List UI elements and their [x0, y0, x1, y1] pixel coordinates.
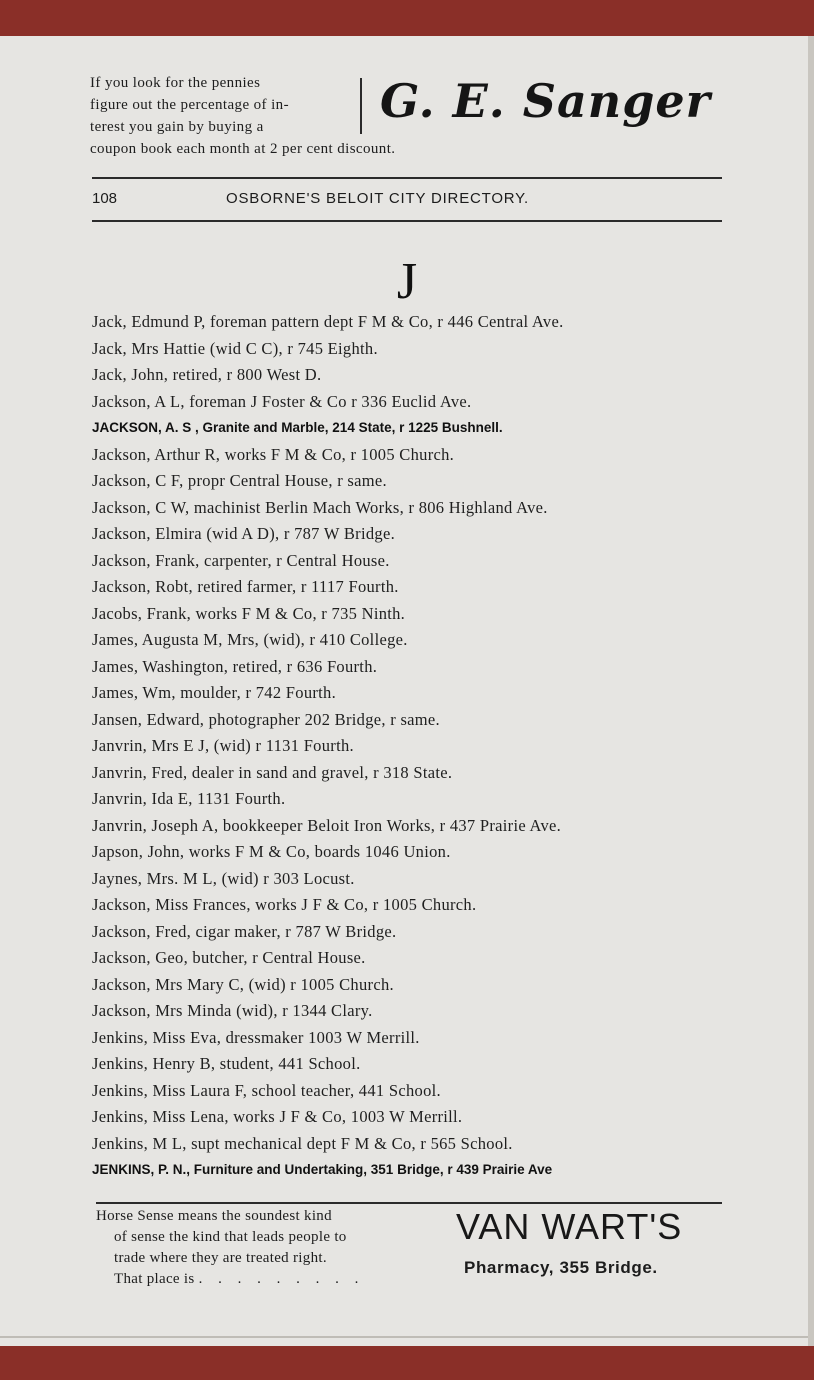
ad-divider — [360, 78, 362, 134]
page-number: 108 — [92, 190, 118, 207]
directory-entry: Jackson, Geo, butcher, r Central House. — [92, 948, 366, 967]
directory-entries — [92, 309, 752, 1184]
directory-entry: Jenkins, Miss Lena, works J F & Co, 1003 W Merrill. — [92, 1107, 463, 1126]
directory-entry: Jack, Edmund P, foreman pattern dept F M & Co, r 446 Central Ave. — [92, 312, 564, 331]
directory-entry: Jenkins, Miss Eva, dressmaker 1003 W Merrill. — [92, 1027, 420, 1047]
top-advertisement — [90, 72, 730, 192]
directory-entry: Jackson, Robt, retired farmer, r 1117 Fourth. — [92, 577, 399, 596]
directory-entry: Jansen, Edward, photographer 202 Bridge, r same. — [92, 709, 440, 729]
page-bottom-edge — [0, 1336, 814, 1338]
directory-entry: Jackson, Mrs Mary C, (wid) r 1005 Church. — [92, 974, 394, 994]
bottom-ad-copy — [96, 1206, 446, 1290]
directory-entry: Jaynes, Mrs. M L, (wid) r 303 Locust. — [92, 868, 355, 888]
bottom-ad-line: trade where they are treated right. — [114, 1250, 327, 1266]
directory-entry: Jenkins, Henry B, student, 441 School. — [92, 1054, 361, 1073]
header-rule-bottom — [92, 220, 722, 222]
bottom-ad-line: of sense the kind that leads people to — [114, 1229, 347, 1245]
directory-entry: Janvrin, Fred, dealer in sand and gravel, r 318 State. — [92, 762, 453, 782]
directory-entry: Janvrin, Ida E, 1131 Fourth. — [92, 789, 286, 808]
top-ad-line: coupon book each month at 2 per cent discount. — [90, 141, 396, 157]
top-ad-line: figure out the percentage of in- — [90, 97, 289, 113]
sanger-brand: G. E. Sanger — [380, 74, 711, 128]
directory-entry: Jackson, Mrs Minda (wid), r 1344 Clary. — [92, 1001, 373, 1020]
directory-entry: Jackson, Arthur R, works F M & Co, r 1005 Church. — [92, 444, 455, 464]
section-letter: J — [396, 253, 418, 310]
directory-entry: Jenkins, Miss Laura F, school teacher, 441 School. — [92, 1080, 441, 1100]
footer-rule — [96, 1202, 722, 1204]
directory-entry: Jack, Mrs Hattie (wid C C), r 745 Eighth. — [92, 338, 378, 358]
directory-entry: James, Augusta M, Mrs, (wid), r 410 College. — [92, 630, 408, 649]
directory-page — [0, 36, 814, 1346]
directory-entry: James, Wm, moulder, r 742 Fourth. — [92, 683, 337, 702]
directory-entry: Janvrin, Mrs E J, (wid) r 1131 Fourth. — [92, 736, 354, 755]
directory-entry: Janvrin, Joseph A, bookkeeper Beloit Iron Works, r 437 Prairie Ave. — [92, 815, 562, 835]
directory-entry: Jackson, Miss Frances, works J F & Co, r 1005 Church. — [92, 895, 477, 914]
directory-entry: Japson, John, works F M & Co, boards 1046 Union. — [92, 842, 451, 861]
page-title: OSBORNE'S BELOIT CITY DIRECTORY. — [226, 190, 529, 207]
directory-entry: James, Washington, retired, r 636 Fourth. — [92, 656, 378, 676]
top-ad-line: If you look for the pennies — [90, 75, 261, 91]
directory-entry: Jack, John, retired, r 800 West D. — [92, 365, 322, 384]
top-ad-copy — [90, 72, 396, 160]
van-warts-name: VAN WART'S — [456, 1206, 683, 1247]
bottom-advertisement — [96, 1206, 736, 1316]
bottom-ad-line: Horse Sense means the soundest kind — [96, 1208, 332, 1224]
directory-entry: Jacobs, Frank, works F M & Co, r 735 Ninth. — [92, 603, 406, 623]
bottom-ad-lead: That place is — [114, 1271, 195, 1287]
directory-entry: Jenkins, M L, supt mechanical dept F M & Co, r 565 School. — [92, 1133, 513, 1153]
running-head — [92, 186, 722, 216]
top-ad-line: terest you gain by buying a — [90, 119, 264, 135]
directory-entry: Jackson, Elmira (wid A D), r 787 W Bridge. — [92, 524, 395, 543]
directory-entry: Jackson, A L, foreman J Foster & Co r 336 Euclid Ave. — [92, 391, 472, 411]
van-warts-address: Pharmacy, 355 Bridge. — [464, 1258, 658, 1277]
leader-dots: . . . . . . . . . — [198, 1271, 365, 1287]
header-rule-top — [92, 177, 722, 179]
directory-entry-business: JACKSON, A. S , Granite and Marble, 214 State, r 1225 Bushnell. — [92, 420, 503, 435]
directory-entry: Jackson, Frank, carpenter, r Central House. — [92, 550, 390, 570]
directory-entry-business: JENKINS, P. N., Furniture and Undertaking, 351 Bridge, r 439 Prairie Ave — [92, 1162, 553, 1177]
directory-entry: Jackson, C W, machinist Berlin Mach Works, r 806 Highland Ave. — [92, 497, 548, 517]
directory-entry: Jackson, C F, propr Central House, r same. — [92, 471, 387, 490]
bottom-ad-line — [96, 1269, 446, 1290]
directory-entry: Jackson, Fred, cigar maker, r 787 W Bridge. — [92, 921, 397, 941]
